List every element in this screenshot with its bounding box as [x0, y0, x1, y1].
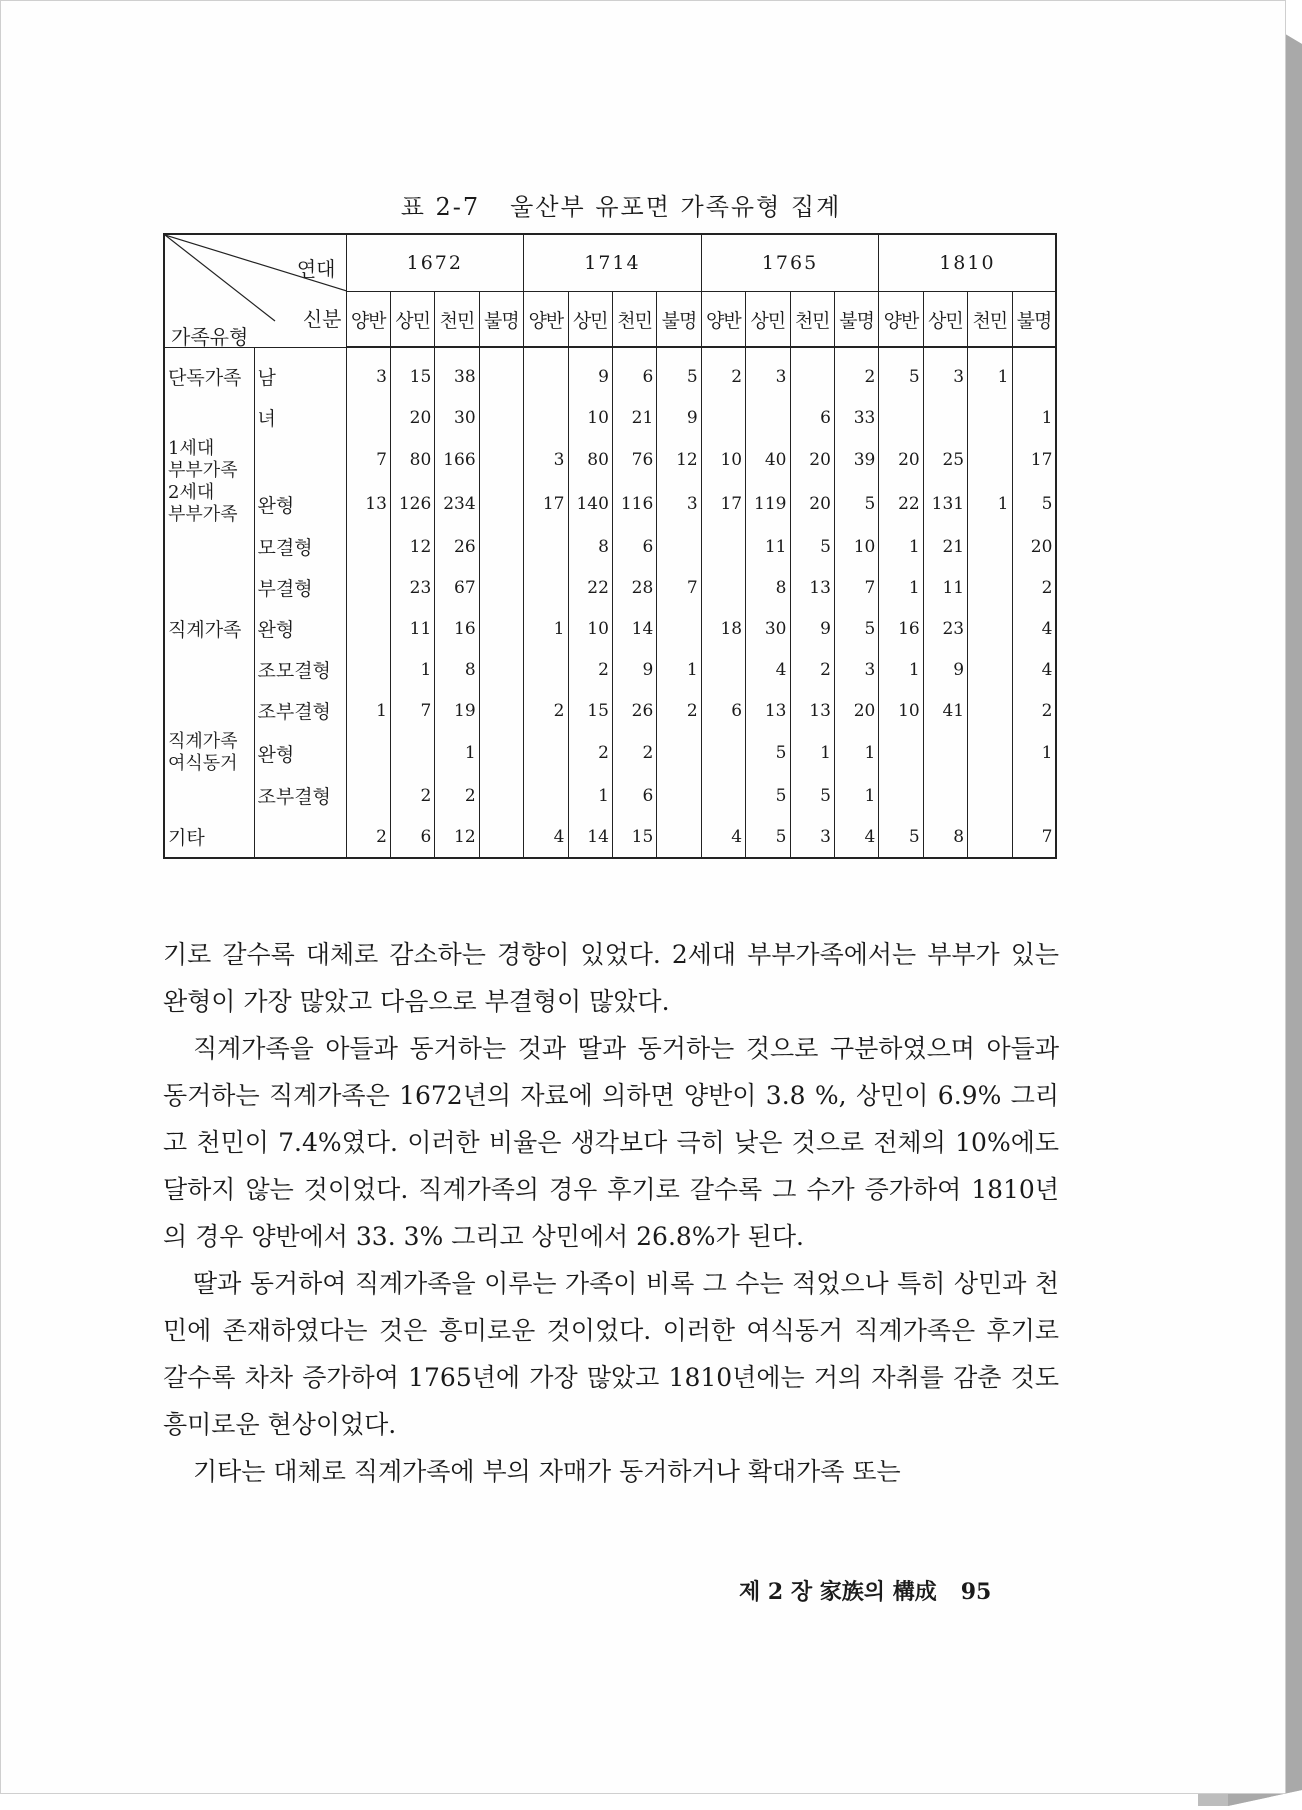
value-cell: 8: [746, 567, 790, 608]
table-row: [164, 567, 1056, 608]
value-cell: 7: [834, 567, 878, 608]
table-title: [161, 187, 1081, 222]
value-cell: 116: [612, 482, 656, 526]
value-cell: [968, 690, 1012, 731]
family-category-cell: [164, 397, 254, 438]
value-cell: 40: [746, 438, 790, 482]
family-category-cell: 직계가족: [164, 608, 254, 649]
value-cell: [524, 567, 568, 608]
value-cell: 9: [790, 608, 834, 649]
value-cell: 4: [701, 816, 745, 858]
value-cell: 8: [435, 649, 479, 690]
value-cell: [524, 347, 568, 397]
family-category-line1: 2세대: [168, 482, 215, 503]
status-header: 불명: [479, 292, 523, 348]
value-cell: [524, 526, 568, 567]
value-cell: 2: [701, 347, 745, 397]
value-cell: [479, 397, 523, 438]
value-cell: 1: [968, 347, 1012, 397]
value-cell: 6: [612, 347, 656, 397]
value-cell: 1: [968, 482, 1012, 526]
value-cell: 5: [834, 482, 878, 526]
value-cell: 26: [612, 690, 656, 731]
value-cell: [701, 567, 745, 608]
page-footer: [739, 1575, 991, 1606]
value-cell: 5: [790, 775, 834, 816]
status-header: 불명: [834, 292, 878, 348]
table-row: [164, 649, 1056, 690]
family-category-cell: 단독가족: [164, 347, 254, 397]
value-cell: 10: [701, 438, 745, 482]
value-cell: 4: [1012, 649, 1056, 690]
value-cell: 5: [879, 347, 923, 397]
value-cell: 119: [746, 482, 790, 526]
value-cell: [346, 608, 390, 649]
value-cell: 6: [790, 397, 834, 438]
value-cell: [879, 775, 923, 816]
value-cell: [657, 526, 701, 567]
value-cell: [479, 526, 523, 567]
family-subtype-cell: [254, 438, 346, 482]
value-cell: 6: [701, 690, 745, 731]
value-cell: 2: [790, 649, 834, 690]
table-row: [164, 775, 1056, 816]
value-cell: [701, 397, 745, 438]
value-cell: [479, 482, 523, 526]
value-cell: 15: [612, 816, 656, 858]
value-cell: 5: [790, 526, 834, 567]
value-cell: 1: [834, 731, 878, 775]
value-cell: 3: [834, 649, 878, 690]
value-cell: 33: [834, 397, 878, 438]
value-cell: 12: [657, 438, 701, 482]
value-cell: 20: [790, 438, 834, 482]
table-number: 표 2-7: [400, 193, 481, 221]
value-cell: 20: [879, 438, 923, 482]
value-cell: 22: [879, 482, 923, 526]
value-cell: 3: [923, 347, 967, 397]
value-cell: [923, 731, 967, 775]
value-cell: 4: [524, 816, 568, 858]
value-cell: 7: [1012, 816, 1056, 858]
status-header: 상민: [923, 292, 967, 348]
page-number: 95: [960, 1579, 992, 1605]
value-cell: 22: [568, 567, 612, 608]
value-cell: 17: [1012, 438, 1056, 482]
table-row: [164, 438, 1056, 482]
value-cell: 11: [923, 567, 967, 608]
value-cell: 5: [879, 816, 923, 858]
value-cell: 1: [524, 608, 568, 649]
value-cell: 10: [834, 526, 878, 567]
year-header: 1714: [524, 234, 702, 292]
family-subtype-cell: 완형: [254, 608, 346, 649]
corner-status-label: 신분: [302, 307, 342, 331]
value-cell: [968, 526, 1012, 567]
value-cell: 39: [834, 438, 878, 482]
value-cell: [479, 567, 523, 608]
value-cell: [479, 347, 523, 397]
family-subtype-cell: 완형: [254, 731, 346, 775]
value-cell: 9: [657, 397, 701, 438]
value-cell: 2: [612, 731, 656, 775]
value-cell: 2: [390, 775, 434, 816]
corner-type-label: 가족유형: [171, 325, 249, 347]
status-header: 불명: [1012, 292, 1056, 348]
family-subtype-cell: 녀: [254, 397, 346, 438]
value-cell: 30: [746, 608, 790, 649]
value-cell: [524, 775, 568, 816]
table-row: [164, 482, 1056, 526]
table-row: [164, 347, 1056, 397]
table-row: [164, 690, 1056, 731]
value-cell: 4: [746, 649, 790, 690]
value-cell: [701, 649, 745, 690]
value-cell: 11: [390, 608, 434, 649]
value-cell: 5: [1012, 482, 1056, 526]
value-cell: 30: [435, 397, 479, 438]
table-row: [164, 526, 1056, 567]
value-cell: 5: [746, 775, 790, 816]
value-cell: [479, 438, 523, 482]
value-cell: 5: [834, 608, 878, 649]
year-header: 1765: [701, 234, 879, 292]
value-cell: [346, 397, 390, 438]
value-cell: [701, 731, 745, 775]
paragraph: 기로 갈수록 대체로 감소하는 경향이 있었다. 2세대 부부가족에서는 부부가 있는 완형이 가장 많았고 다음으로 부결형이 많았다.: [163, 940, 1059, 1016]
value-cell: 1: [879, 526, 923, 567]
value-cell: [968, 731, 1012, 775]
value-cell: 2: [568, 649, 612, 690]
value-cell: 2: [524, 690, 568, 731]
value-cell: 140: [568, 482, 612, 526]
status-header: 천민: [968, 292, 1012, 348]
table-row: [164, 816, 1056, 858]
value-cell: 1: [790, 731, 834, 775]
value-cell: 6: [612, 775, 656, 816]
family-subtype-cell: 부결형: [254, 567, 346, 608]
value-cell: 10: [568, 608, 612, 649]
value-cell: [524, 397, 568, 438]
value-cell: 12: [435, 816, 479, 858]
value-cell: 3: [746, 347, 790, 397]
value-cell: 25: [923, 438, 967, 482]
value-cell: 28: [612, 567, 656, 608]
family-category-cell: [164, 690, 254, 731]
value-cell: [657, 731, 701, 775]
value-cell: 23: [923, 608, 967, 649]
value-cell: [346, 567, 390, 608]
value-cell: [346, 731, 390, 775]
value-cell: 9: [568, 347, 612, 397]
family-category-line1: 직계가족: [168, 731, 238, 752]
value-cell: 26: [435, 526, 479, 567]
value-cell: 14: [568, 816, 612, 858]
value-cell: 234: [435, 482, 479, 526]
value-cell: 1: [435, 731, 479, 775]
value-cell: 8: [568, 526, 612, 567]
status-header: 상민: [568, 292, 612, 348]
value-cell: 1: [1012, 397, 1056, 438]
table-corner-header: [164, 234, 346, 347]
value-cell: 17: [701, 482, 745, 526]
value-cell: [701, 526, 745, 567]
value-cell: 80: [568, 438, 612, 482]
value-cell: 2: [834, 347, 878, 397]
value-cell: 13: [746, 690, 790, 731]
value-cell: 13: [790, 690, 834, 731]
value-cell: 20: [1012, 526, 1056, 567]
table-caption: 울산부 유포면 가족유형 집계: [510, 193, 842, 221]
family-subtype-cell: 조모결형: [254, 649, 346, 690]
paragraph: 기타는 대체로 직계가족에 부의 자매가 동거하거나 확대가족 또는: [193, 1457, 901, 1486]
year-header: 1672: [346, 234, 524, 292]
value-cell: [524, 649, 568, 690]
value-cell: [479, 608, 523, 649]
value-cell: 38: [435, 347, 479, 397]
value-cell: 1: [346, 690, 390, 731]
status-header: 양반: [879, 292, 923, 348]
value-cell: 6: [390, 816, 434, 858]
value-cell: 3: [346, 347, 390, 397]
value-cell: 7: [657, 567, 701, 608]
value-cell: 10: [879, 690, 923, 731]
family-type-table: [163, 233, 1057, 859]
value-cell: 8: [923, 816, 967, 858]
value-cell: 7: [390, 690, 434, 731]
value-cell: 15: [568, 690, 612, 731]
family-category-cell: [164, 567, 254, 608]
value-cell: [346, 775, 390, 816]
value-cell: 20: [790, 482, 834, 526]
value-cell: 13: [790, 567, 834, 608]
value-cell: 67: [435, 567, 479, 608]
family-subtype-cell: 조부결형: [254, 775, 346, 816]
value-cell: [346, 649, 390, 690]
value-cell: 2: [435, 775, 479, 816]
table-row: [164, 608, 1056, 649]
status-header: 상민: [746, 292, 790, 348]
value-cell: 1: [834, 775, 878, 816]
family-category-cell: [164, 438, 254, 482]
status-header: 양반: [701, 292, 745, 348]
family-category-line1: 1세대: [168, 438, 215, 459]
value-cell: [790, 347, 834, 397]
value-cell: [479, 690, 523, 731]
body-text: [163, 931, 1059, 1495]
family-category-cell: [164, 526, 254, 567]
status-header: 양반: [346, 292, 390, 348]
family-subtype-cell: 남: [254, 347, 346, 397]
value-cell: [968, 816, 1012, 858]
family-subtype-cell: 모결형: [254, 526, 346, 567]
value-cell: [968, 567, 1012, 608]
family-subtype-cell: [254, 816, 346, 858]
corner-year-label: 연대: [296, 257, 336, 281]
value-cell: 16: [879, 608, 923, 649]
value-cell: [1012, 347, 1056, 397]
value-cell: 15: [390, 347, 434, 397]
value-cell: [346, 526, 390, 567]
family-subtype-cell: 조부결형: [254, 690, 346, 731]
value-cell: [479, 775, 523, 816]
value-cell: 3: [657, 482, 701, 526]
family-category-cell: 기타: [164, 816, 254, 858]
paragraph: 딸과 동거하여 직계가족을 이루는 가족이 비록 그 수는 적었으나 특히 상민과 천민에 존재하였다는 것은 흥미로운 것이었다. 이러한 여식동거 직계가족은 후기로 갈수록 차차 증가하여 1765년에 가장 많았고 1810년에는 거의 자취를 감춘 것도 흥미로운 현상이었다.: [163, 1269, 1059, 1439]
value-cell: [479, 731, 523, 775]
value-cell: [923, 775, 967, 816]
status-header: 불명: [657, 292, 701, 348]
paragraph: 직계가족을 아들과 동거하는 것과 딸과 동거하는 것으로 구분하였으며 아들과 동거하는 직계가족은 1672년의 자료에 의하면 양반이 3.8 %, 상민이 6.9% 그리고 천민이 7.4%였다. 이러한 비율은 생각보다 극히 낮은 것으로 전체의 10%에도 달하지 않는 것이었다. 직계가족의 경우 후기로 갈수록 그 수가 증가하여 1810년의 경우 양반에서 33. 3% 그리고 상민에서 26.8%가 된다.: [163, 1034, 1059, 1251]
value-cell: [701, 775, 745, 816]
value-cell: 6: [612, 526, 656, 567]
value-cell: [879, 731, 923, 775]
family-category-cell: [164, 775, 254, 816]
value-cell: 4: [1012, 608, 1056, 649]
value-cell: [657, 775, 701, 816]
value-cell: 9: [612, 649, 656, 690]
family-category-cell: [164, 482, 254, 526]
value-cell: 21: [612, 397, 656, 438]
value-cell: 16: [435, 608, 479, 649]
value-cell: 1: [657, 649, 701, 690]
family-category-line2: 부부가족: [168, 460, 238, 481]
value-cell: 9: [923, 649, 967, 690]
value-cell: 2: [657, 690, 701, 731]
value-cell: [968, 649, 1012, 690]
value-cell: 17: [524, 482, 568, 526]
value-cell: [1012, 775, 1056, 816]
value-cell: 3: [524, 438, 568, 482]
year-header: 1810: [879, 234, 1057, 292]
value-cell: 166: [435, 438, 479, 482]
value-cell: [524, 731, 568, 775]
value-cell: [968, 397, 1012, 438]
value-cell: 76: [612, 438, 656, 482]
value-cell: 18: [701, 608, 745, 649]
chapter-title: 제 2 장 家族의 構成: [739, 1579, 937, 1605]
value-cell: 2: [1012, 690, 1056, 731]
family-category-cell: [164, 649, 254, 690]
status-header: 상민: [390, 292, 434, 348]
value-cell: 1: [879, 649, 923, 690]
value-cell: 13: [346, 482, 390, 526]
value-cell: [968, 438, 1012, 482]
value-cell: 2: [568, 731, 612, 775]
value-cell: 5: [746, 731, 790, 775]
value-cell: 2: [346, 816, 390, 858]
status-header: 천민: [435, 292, 479, 348]
value-cell: 20: [390, 397, 434, 438]
value-cell: [968, 775, 1012, 816]
value-cell: 3: [790, 816, 834, 858]
family-subtype-cell: 완형: [254, 482, 346, 526]
value-cell: 1: [1012, 731, 1056, 775]
value-cell: [657, 608, 701, 649]
value-cell: [968, 608, 1012, 649]
value-cell: 2: [1012, 567, 1056, 608]
family-category-line2: 부부가족: [168, 504, 238, 525]
value-cell: [923, 397, 967, 438]
value-cell: 21: [923, 526, 967, 567]
value-cell: [479, 649, 523, 690]
value-cell: 11: [746, 526, 790, 567]
value-cell: 1: [879, 567, 923, 608]
value-cell: [479, 816, 523, 858]
status-header: 천민: [790, 292, 834, 348]
value-cell: 126: [390, 482, 434, 526]
value-cell: [746, 397, 790, 438]
value-cell: [390, 731, 434, 775]
value-cell: 20: [834, 690, 878, 731]
status-header: 천민: [612, 292, 656, 348]
value-cell: 10: [568, 397, 612, 438]
value-cell: 7: [346, 438, 390, 482]
value-cell: 4: [834, 816, 878, 858]
value-cell: 5: [657, 347, 701, 397]
table-row: [164, 397, 1056, 438]
value-cell: 131: [923, 482, 967, 526]
value-cell: 14: [612, 608, 656, 649]
value-cell: 1: [390, 649, 434, 690]
value-cell: 23: [390, 567, 434, 608]
status-header: 양반: [524, 292, 568, 348]
value-cell: 41: [923, 690, 967, 731]
value-cell: 12: [390, 526, 434, 567]
value-cell: 19: [435, 690, 479, 731]
value-cell: 80: [390, 438, 434, 482]
family-category-cell: [164, 731, 254, 775]
value-cell: 1: [568, 775, 612, 816]
value-cell: [879, 397, 923, 438]
value-cell: 5: [746, 816, 790, 858]
family-category-line2: 여식동거: [168, 753, 238, 774]
table-row: [164, 731, 1056, 775]
value-cell: [657, 816, 701, 858]
